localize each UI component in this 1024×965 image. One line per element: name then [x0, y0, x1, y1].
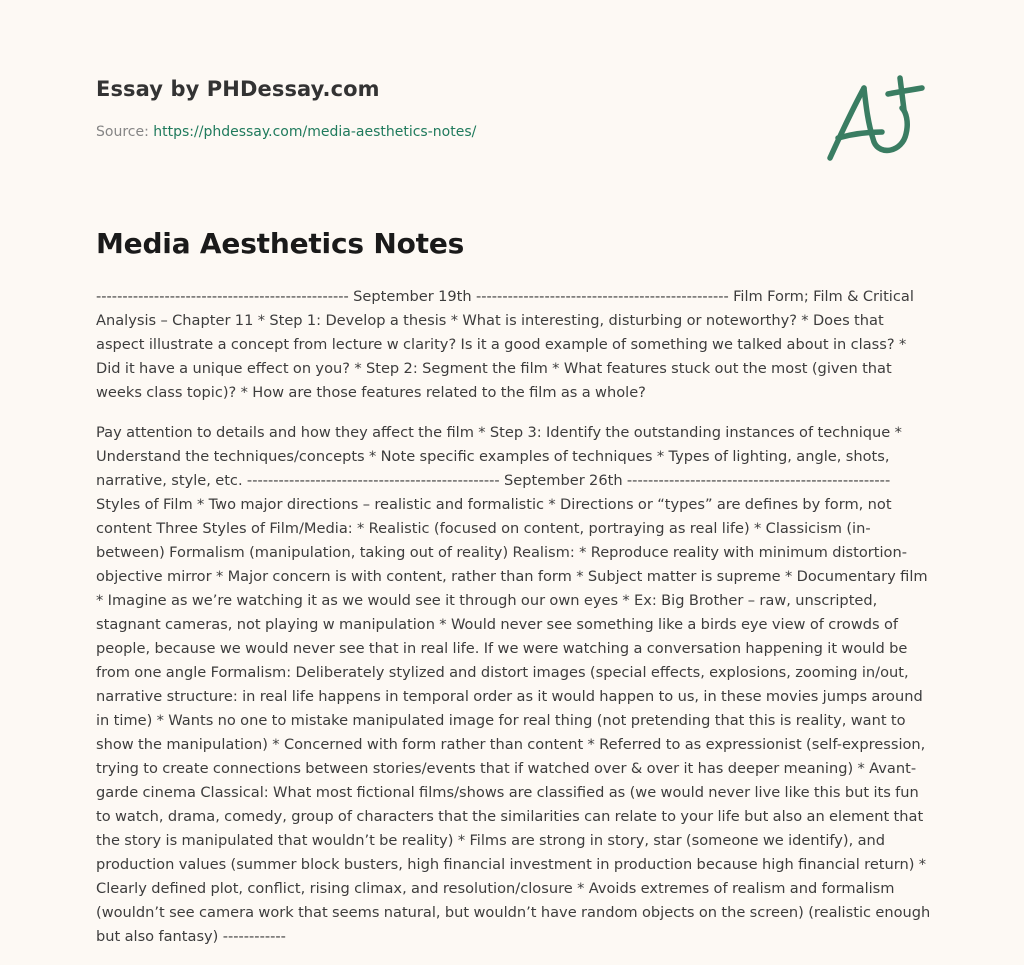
essay-paragraph: Pay attention to details and how they affect the film * Step 3: Identify the outstanding instances of technique * Understand the techniques/concepts * Note specific examples of techniques * Types of lighting, angle, shots, narrative, style, etc. ------------------------------------------------ September 26th -------------------------------------------------- Styles of Film * Two major directions – realistic and formalistic * Directions or “types” are defines by form, not content Three Styles of Film/Media: * Realistic (focused on content, portraying as real life) * Classicism (in-between) Formalism (manipulation, taking out of reality) Realism: * Reproduce reality with minimum distortion-objective mirror * Major concern is with content, rather than form * Subject matter is supreme * Documentary film * Imagine as we’re watching it as we would see it through our own eyes * Ex: Big Brother – raw, unscripted, stagnant cameras, not playing w manipulation * Would never see something like a birds eye view of crowds of people, because we would never see that in real life. If we were watching a conversation happening it would be from one angle Formalism: Deliberately stylized and distort images (special effects, explosions, zooming in/out, narrative structure: in real life happens in temporal order as it would happen to us, in these movies jumps around in time) * Wants no one to mistake manipulated image for real thing (not pretending that this is reality, want to show the manipulation) * Concerned with form rather than content * Referred to as expressionist (self-expression, trying to create connections between stories/events that if watched over & over it has deeper meaning) * Avant-garde cinema Classical: What most fictional films/shows are classified as (we would never live like this but its fun to watch, drama, comedy, group of characters that the similarities can relate to your life but also an element that the story is manipulated that wouldn’t be reality) * Films are strong in story, star (someone we identify), and production values (summer block busters, high financial investment in production because high financial return) * Clearly defined plot, conflict, rising climax, and resolution/closure * Avoids extremes of realism and formalism (wouldn’t see camera work that seems natural, but wouldn’t have random objects on the screen) (realistic enough but also fantasy) ------------	[96, 424, 931, 945]
source-line	[96, 122, 796, 142]
essay-header	[96, 74, 796, 142]
page-title: Media Aesthetics Notes	[96, 227, 465, 260]
source-label: Source:	[96, 124, 149, 140]
a-plus-grade-icon	[818, 66, 930, 166]
site-title: Essay by PHDessay.com	[96, 77, 380, 101]
essay-body	[96, 285, 932, 965]
source-link[interactable]: https://phdessay.com/media-aesthetics-notes/	[153, 124, 477, 140]
essay-paragraph: ------------------------------------------------ September 19th ------------------------------------------------ Film Form; Film & Critical Analysis – Chapter 11 * Step 1: Develop a thesis * What is interesting, disturbing or noteworthy? * Does that aspect illustrate a concept from lecture w clarity? Is it a good example of something we talked about in class? * Did it have a unique effect on you? * Step 2: Segment the film * What features stuck out the most (given that weeks class topic)? * How are those features related to the film as a whole?	[96, 288, 914, 401]
